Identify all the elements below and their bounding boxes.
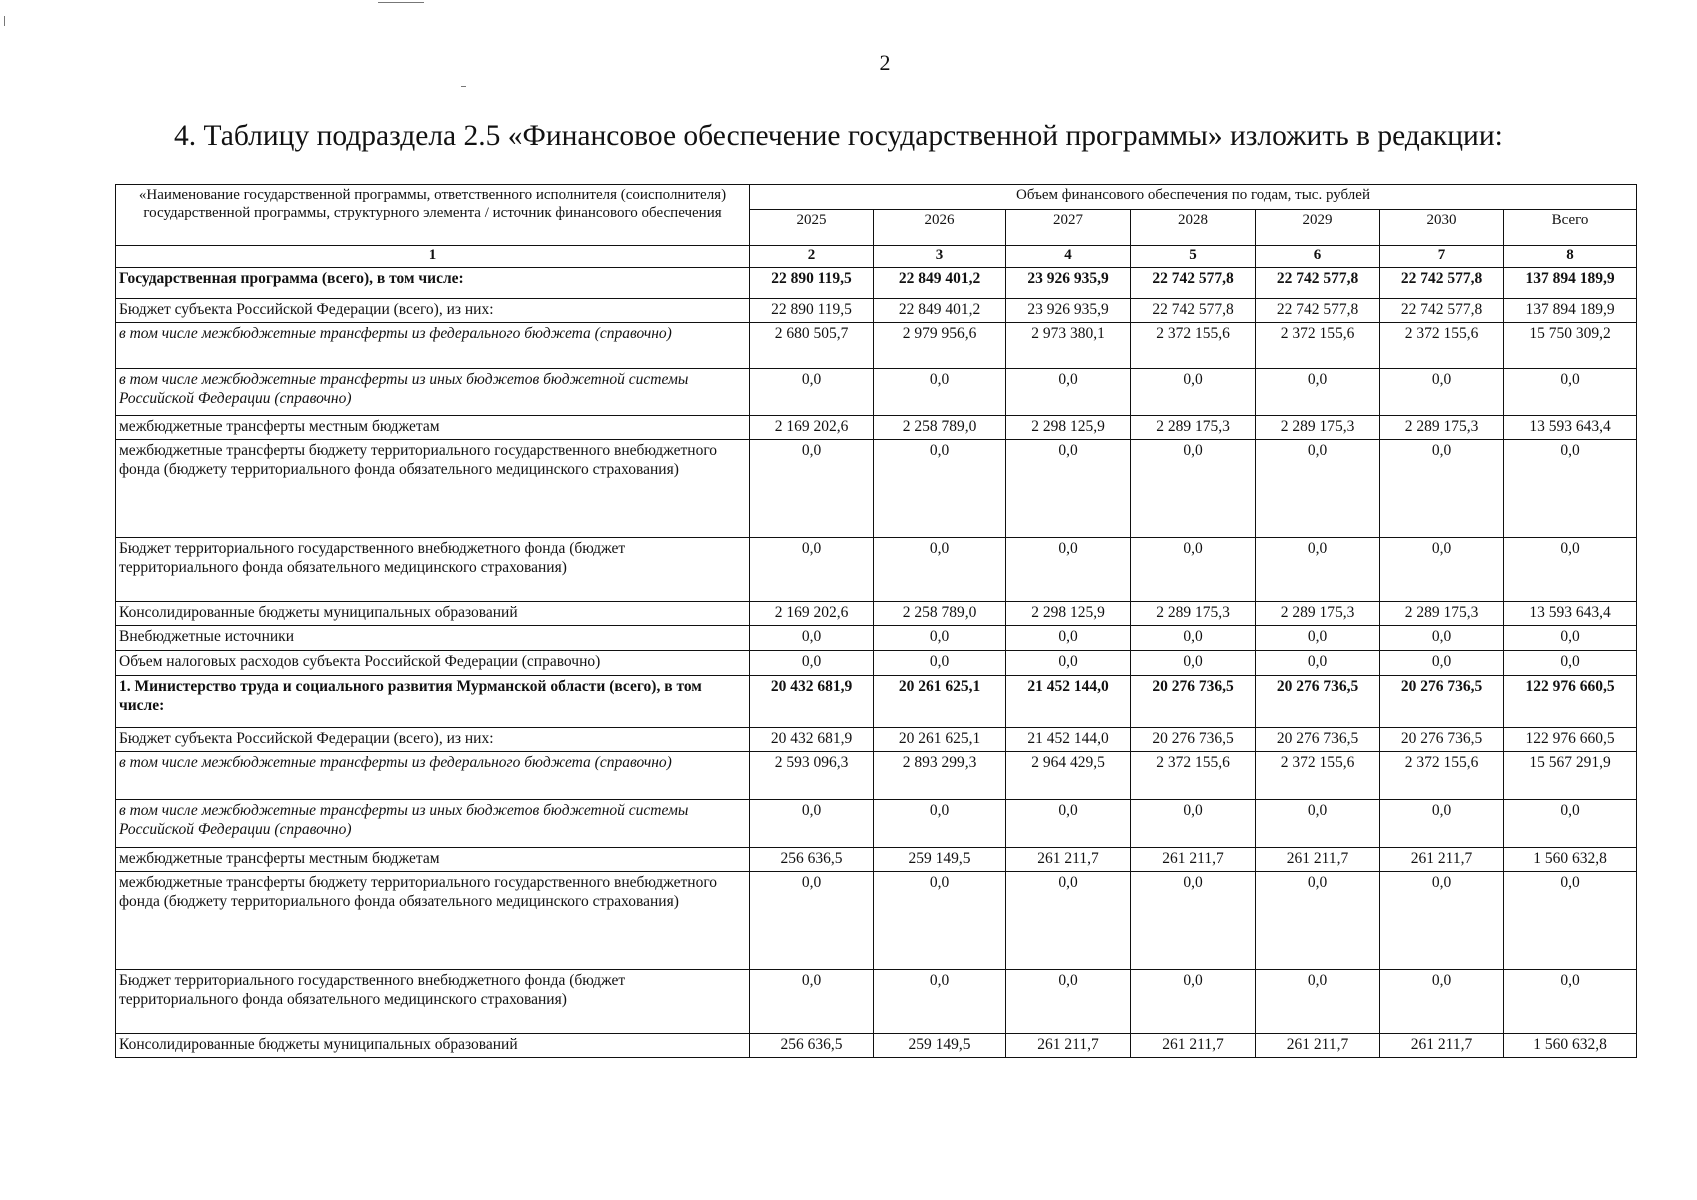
scan-mark bbox=[461, 86, 466, 87]
year-value-2030: 2 289 175,3 bbox=[1380, 602, 1504, 626]
year-value-2026: 0,0 bbox=[874, 369, 1006, 416]
year-value-2030: 0,0 bbox=[1380, 872, 1504, 970]
year-value-2028: 2 372 155,6 bbox=[1131, 323, 1256, 369]
year-value-2029: 2 289 175,3 bbox=[1256, 602, 1380, 626]
row-label: в том числе межбюджетные трансферты из иных бюджетов бюджетной системы Российской Федерации (справочно) bbox=[116, 369, 750, 416]
year-value-2026: 20 261 625,1 bbox=[874, 676, 1006, 728]
year-value-2029: 0,0 bbox=[1256, 800, 1380, 848]
year-value-2029: 261 211,7 bbox=[1256, 1034, 1380, 1058]
year-value-2027: 2 973 380,1 bbox=[1006, 323, 1131, 369]
year-value-2030: 22 742 577,8 bbox=[1380, 299, 1504, 323]
column-number: 1 bbox=[116, 246, 750, 268]
year-value-2026: 259 149,5 bbox=[874, 848, 1006, 872]
year-value-2026: 0,0 bbox=[874, 651, 1006, 676]
row-label: в том числе межбюджетные трансферты из федерального бюджета (справочно) bbox=[116, 752, 750, 800]
year-value-2029: 2 372 155,6 bbox=[1256, 752, 1380, 800]
year-value-2027: 2 298 125,9 bbox=[1006, 416, 1131, 440]
year-value-2028: 261 211,7 bbox=[1131, 1034, 1256, 1058]
year-value-2029: 0,0 bbox=[1256, 651, 1380, 676]
row-total-value: 137 894 189,9 bbox=[1504, 299, 1637, 323]
row-label: межбюджетные трансферты местным бюджетам bbox=[116, 848, 750, 872]
row-label: Бюджет субъекта Российской Федерации (всего), из них: bbox=[116, 299, 750, 323]
row-label: в том числе межбюджетные трансферты из иных бюджетов бюджетной системы Российской Федерации (справочно) bbox=[116, 800, 750, 848]
year-value-2026: 2 893 299,3 bbox=[874, 752, 1006, 800]
row-label: Консолидированные бюджеты муниципальных образований bbox=[116, 1034, 750, 1058]
row-total-value: 15 750 309,2 bbox=[1504, 323, 1637, 369]
column-number-row bbox=[116, 246, 1637, 268]
row-label: Бюджет субъекта Российской Федерации (всего), из них: bbox=[116, 728, 750, 752]
year-value-2028: 2 289 175,3 bbox=[1131, 602, 1256, 626]
financing-group-header: Объем финансового обеспечения по годам, тыс. рублей bbox=[750, 185, 1637, 210]
row-label: Внебюджетные источники bbox=[116, 626, 750, 651]
row-total-value: 0,0 bbox=[1504, 651, 1637, 676]
year-value-2025: 256 636,5 bbox=[750, 848, 874, 872]
row-total-value: 122 976 660,5 bbox=[1504, 728, 1637, 752]
table-body bbox=[116, 268, 1637, 1058]
row-label: Бюджет территориального государственного внебюджетного фонда (бюджет территориального фонда обязательного медицинского страхования) bbox=[116, 970, 750, 1034]
year-value-2028: 2 372 155,6 bbox=[1131, 752, 1256, 800]
year-value-2028: 0,0 bbox=[1131, 970, 1256, 1034]
year-value-2026: 259 149,5 bbox=[874, 1034, 1006, 1058]
year-value-2026: 2 979 956,6 bbox=[874, 323, 1006, 369]
year-value-2029: 22 742 577,8 bbox=[1256, 268, 1380, 299]
year-value-2026: 0,0 bbox=[874, 970, 1006, 1034]
row-total-value: 13 593 643,4 bbox=[1504, 602, 1637, 626]
row-total-value: 0,0 bbox=[1504, 626, 1637, 651]
year-value-2025: 20 432 681,9 bbox=[750, 728, 874, 752]
table-row bbox=[116, 800, 1637, 848]
table-row bbox=[116, 268, 1637, 299]
column-number: 2 bbox=[750, 246, 874, 268]
year-value-2025: 22 890 119,5 bbox=[750, 299, 874, 323]
row-label: в том числе межбюджетные трансферты из федерального бюджета (справочно) bbox=[116, 323, 750, 369]
scan-mark bbox=[378, 2, 424, 3]
year-value-2025: 2 593 096,3 bbox=[750, 752, 874, 800]
year-value-2029: 0,0 bbox=[1256, 626, 1380, 651]
year-value-2027: 21 452 144,0 bbox=[1006, 676, 1131, 728]
year-value-2029: 0,0 bbox=[1256, 369, 1380, 416]
year-value-2030: 0,0 bbox=[1380, 651, 1504, 676]
scan-mark bbox=[4, 16, 5, 26]
year-header: 2026 bbox=[874, 210, 1006, 246]
year-value-2029: 0,0 bbox=[1256, 970, 1380, 1034]
year-header: 2030 bbox=[1380, 210, 1504, 246]
year-value-2026: 20 261 625,1 bbox=[874, 728, 1006, 752]
year-value-2028: 0,0 bbox=[1131, 626, 1256, 651]
year-value-2026: 2 258 789,0 bbox=[874, 416, 1006, 440]
total-header: Всего bbox=[1504, 210, 1637, 246]
year-value-2029: 0,0 bbox=[1256, 538, 1380, 602]
table-row bbox=[116, 676, 1637, 728]
year-value-2026: 2 258 789,0 bbox=[874, 602, 1006, 626]
year-value-2030: 0,0 bbox=[1380, 440, 1504, 538]
year-value-2030: 20 276 736,5 bbox=[1380, 728, 1504, 752]
year-value-2025: 256 636,5 bbox=[750, 1034, 874, 1058]
year-value-2030: 0,0 bbox=[1380, 970, 1504, 1034]
year-value-2025: 22 890 119,5 bbox=[750, 268, 874, 299]
year-value-2029: 20 276 736,5 bbox=[1256, 676, 1380, 728]
year-value-2028: 0,0 bbox=[1131, 800, 1256, 848]
table-row bbox=[116, 970, 1637, 1034]
year-value-2028: 0,0 bbox=[1131, 369, 1256, 416]
year-value-2030: 0,0 bbox=[1380, 538, 1504, 602]
year-value-2025: 0,0 bbox=[750, 369, 874, 416]
year-value-2026: 0,0 bbox=[874, 538, 1006, 602]
table-row bbox=[116, 299, 1637, 323]
year-value-2029: 20 276 736,5 bbox=[1256, 728, 1380, 752]
table-row bbox=[116, 323, 1637, 369]
column-number: 8 bbox=[1504, 246, 1637, 268]
year-value-2030: 2 372 155,6 bbox=[1380, 752, 1504, 800]
year-value-2028: 20 276 736,5 bbox=[1131, 676, 1256, 728]
section-heading: 4. Таблицу подраздела 2.5 «Финансовое обеспечение государственной программы» изложить в редакции: bbox=[174, 120, 1503, 152]
year-value-2027: 261 211,7 bbox=[1006, 1034, 1131, 1058]
row-total-value: 137 894 189,9 bbox=[1504, 268, 1637, 299]
column-number: 4 bbox=[1006, 246, 1131, 268]
table-row bbox=[116, 651, 1637, 676]
row-total-value: 15 567 291,9 bbox=[1504, 752, 1637, 800]
year-value-2030: 261 211,7 bbox=[1380, 848, 1504, 872]
row-total-value: 13 593 643,4 bbox=[1504, 416, 1637, 440]
year-value-2028: 0,0 bbox=[1131, 440, 1256, 538]
table-row bbox=[116, 369, 1637, 416]
year-value-2028: 0,0 bbox=[1131, 538, 1256, 602]
table-row bbox=[116, 538, 1637, 602]
year-value-2027: 21 452 144,0 bbox=[1006, 728, 1131, 752]
year-value-2025: 0,0 bbox=[750, 626, 874, 651]
row-label: Консолидированные бюджеты муниципальных образований bbox=[116, 602, 750, 626]
table-row bbox=[116, 626, 1637, 651]
year-value-2028: 22 742 577,8 bbox=[1131, 268, 1256, 299]
year-value-2027: 23 926 935,9 bbox=[1006, 299, 1131, 323]
table-row bbox=[116, 728, 1637, 752]
year-value-2025: 2 680 505,7 bbox=[750, 323, 874, 369]
year-value-2026: 22 849 401,2 bbox=[874, 268, 1006, 299]
page-number: 2 bbox=[879, 50, 891, 75]
year-value-2028: 0,0 bbox=[1131, 872, 1256, 970]
name-column-header: «Наименование государственной программы, ответственного исполнителя (соисполнителя) государственной программы, структурного элемента / источник финансового обеспечения bbox=[116, 185, 750, 246]
year-value-2025: 0,0 bbox=[750, 970, 874, 1034]
table-row bbox=[116, 602, 1637, 626]
year-value-2027: 0,0 bbox=[1006, 440, 1131, 538]
year-value-2025: 2 169 202,6 bbox=[750, 416, 874, 440]
year-value-2025: 0,0 bbox=[750, 651, 874, 676]
row-total-value: 0,0 bbox=[1504, 440, 1637, 538]
year-value-2025: 2 169 202,6 bbox=[750, 602, 874, 626]
row-total-value: 0,0 bbox=[1504, 369, 1637, 416]
year-value-2030: 22 742 577,8 bbox=[1380, 268, 1504, 299]
year-header: 2025 bbox=[750, 210, 874, 246]
column-number: 6 bbox=[1256, 246, 1380, 268]
year-value-2025: 0,0 bbox=[750, 800, 874, 848]
year-value-2027: 0,0 bbox=[1006, 970, 1131, 1034]
year-value-2027: 0,0 bbox=[1006, 538, 1131, 602]
column-number: 5 bbox=[1131, 246, 1256, 268]
year-value-2028: 22 742 577,8 bbox=[1131, 299, 1256, 323]
table-row bbox=[116, 440, 1637, 538]
year-value-2029: 2 372 155,6 bbox=[1256, 323, 1380, 369]
row-total-value: 122 976 660,5 bbox=[1504, 676, 1637, 728]
row-total-value: 0,0 bbox=[1504, 800, 1637, 848]
row-total-value: 0,0 bbox=[1504, 872, 1637, 970]
year-value-2027: 0,0 bbox=[1006, 800, 1131, 848]
table-row bbox=[116, 1034, 1637, 1058]
year-value-2030: 20 276 736,5 bbox=[1380, 676, 1504, 728]
row-label: межбюджетные трансферты бюджету территориального государственного внебюджетного фонда (бюджету территориального фонда обязательного медицинского страхования) bbox=[116, 872, 750, 970]
year-value-2025: 0,0 bbox=[750, 538, 874, 602]
financing-table bbox=[115, 184, 1637, 1058]
year-value-2028: 261 211,7 bbox=[1131, 848, 1256, 872]
year-value-2030: 0,0 bbox=[1380, 626, 1504, 651]
year-value-2029: 22 742 577,8 bbox=[1256, 299, 1380, 323]
row-label: межбюджетные трансферты бюджету территориального государственного внебюджетного фонда (бюджету территориального фонда обязательного медицинского страхования) bbox=[116, 440, 750, 538]
year-value-2027: 0,0 bbox=[1006, 651, 1131, 676]
year-value-2025: 20 432 681,9 bbox=[750, 676, 874, 728]
row-label: Государственная программа (всего), в том числе: bbox=[116, 268, 750, 299]
row-total-value: 0,0 bbox=[1504, 538, 1637, 602]
table-row bbox=[116, 848, 1637, 872]
row-label: 1. Министерство труда и социального развития Мурманской области (всего), в том числе: bbox=[116, 676, 750, 728]
year-value-2027: 23 926 935,9 bbox=[1006, 268, 1131, 299]
table-row bbox=[116, 416, 1637, 440]
column-number: 3 bbox=[874, 246, 1006, 268]
year-value-2027: 2 298 125,9 bbox=[1006, 602, 1131, 626]
year-value-2030: 261 211,7 bbox=[1380, 1034, 1504, 1058]
column-number: 7 bbox=[1380, 246, 1504, 268]
year-header: 2029 bbox=[1256, 210, 1380, 246]
year-value-2027: 0,0 bbox=[1006, 626, 1131, 651]
year-value-2027: 0,0 bbox=[1006, 369, 1131, 416]
year-value-2029: 0,0 bbox=[1256, 440, 1380, 538]
year-value-2026: 0,0 bbox=[874, 872, 1006, 970]
row-label: Бюджет территориального государственного внебюджетного фонда (бюджет территориального фонда обязательного медицинского страхования) bbox=[116, 538, 750, 602]
year-value-2025: 0,0 bbox=[750, 872, 874, 970]
table-row bbox=[116, 752, 1637, 800]
year-header: 2028 bbox=[1131, 210, 1256, 246]
year-value-2029: 2 289 175,3 bbox=[1256, 416, 1380, 440]
year-value-2025: 0,0 bbox=[750, 440, 874, 538]
row-label: Объем налоговых расходов субъекта Российской Федерации (справочно) bbox=[116, 651, 750, 676]
year-value-2028: 2 289 175,3 bbox=[1131, 416, 1256, 440]
year-value-2026: 0,0 bbox=[874, 626, 1006, 651]
year-value-2028: 20 276 736,5 bbox=[1131, 728, 1256, 752]
year-value-2030: 2 372 155,6 bbox=[1380, 323, 1504, 369]
row-total-value: 1 560 632,8 bbox=[1504, 1034, 1637, 1058]
year-value-2029: 261 211,7 bbox=[1256, 848, 1380, 872]
year-value-2026: 0,0 bbox=[874, 800, 1006, 848]
year-value-2030: 0,0 bbox=[1380, 800, 1504, 848]
row-total-value: 1 560 632,8 bbox=[1504, 848, 1637, 872]
year-value-2027: 2 964 429,5 bbox=[1006, 752, 1131, 800]
year-value-2029: 0,0 bbox=[1256, 872, 1380, 970]
year-value-2030: 0,0 bbox=[1380, 369, 1504, 416]
row-total-value: 0,0 bbox=[1504, 970, 1637, 1034]
year-value-2027: 0,0 bbox=[1006, 872, 1131, 970]
year-header: 2027 bbox=[1006, 210, 1131, 246]
year-value-2026: 22 849 401,2 bbox=[874, 299, 1006, 323]
year-value-2027: 261 211,7 bbox=[1006, 848, 1131, 872]
year-value-2030: 2 289 175,3 bbox=[1380, 416, 1504, 440]
year-value-2028: 0,0 bbox=[1131, 651, 1256, 676]
year-value-2026: 0,0 bbox=[874, 440, 1006, 538]
table-row bbox=[116, 872, 1637, 970]
row-label: межбюджетные трансферты местным бюджетам bbox=[116, 416, 750, 440]
